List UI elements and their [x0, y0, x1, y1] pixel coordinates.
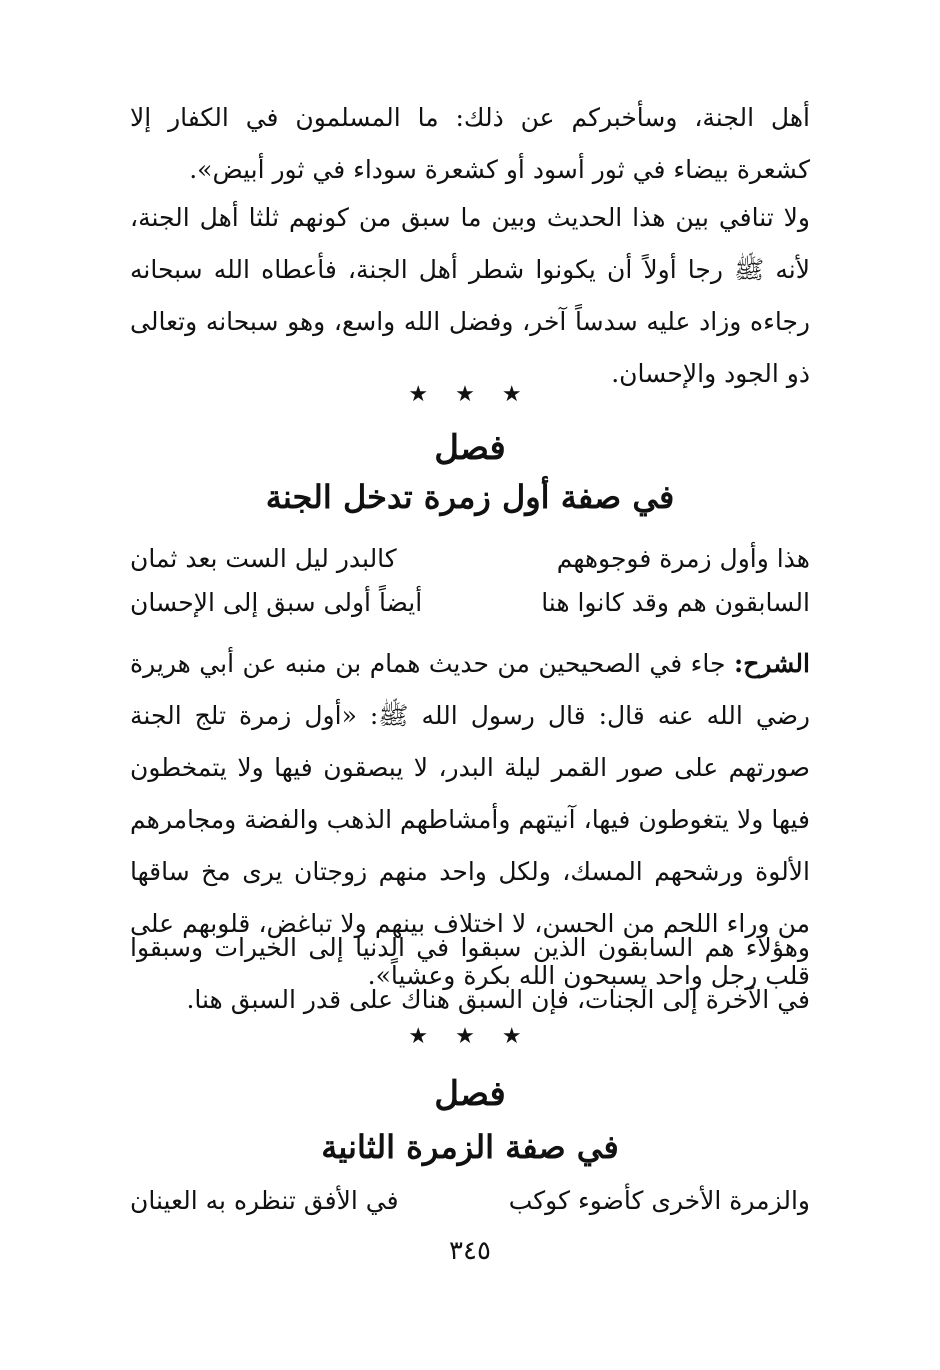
closing-paragraph: وهؤلاء هم السابقون الذين سبقوا في الدنيا إلى الخيرات وسبقوا في الآخرة إلى الجنات، فإن السبق هناك على قدر السبق هنا. [130, 933, 810, 1014]
section-subtitle: في صفة الزمرة الثانية [321, 1128, 619, 1166]
verse-line [130, 588, 810, 632]
paragraph-intro: أهل الجنة، وسأخبركم عن ذلك: ما المسلمون في الكفار إلا كشعرة بيضاء في ثور أسود أو كشعرة سوداء في ثور أبيض». [130, 103, 810, 184]
verse-first-hemistich: السابقون هم وقد كانوا هنا [541, 588, 810, 617]
verse-line [130, 544, 810, 588]
verse-second-hemistich: أيضاً أولى سبق إلى الإحسان [130, 588, 423, 617]
section-separator: ★ ★ ★ [408, 1024, 532, 1049]
paragraph-explanation: ولا تنافي بين هذا الحديث وبين ما سبق من كونهم ثلثا أهل الجنة، لأنه ﷺ رجا أولاً أن يكونوا شطر أهل الجنة، فأعطاه الله سبحانه رجاءه وزاد عليه سدساً آخر، وفضل الله واسع، وهو سبحانه وتعالى ذو الجود والإحسان. [130, 203, 810, 388]
verse-first-hemistich: هذا وأول زمرة فوجوههم [556, 544, 810, 573]
verse-first-hemistich: والزمرة الأخرى كأضوء كوكب [508, 1186, 810, 1215]
section-title: فصل [434, 1074, 506, 1114]
verse-line [130, 1186, 810, 1230]
commentary-label: الشرح: [733, 649, 810, 678]
section-subtitle: في صفة أول زمرة تدخل الجنة [265, 478, 675, 516]
verse-second-hemistich: في الأفق تنظره به العينان [130, 1186, 399, 1215]
page-number: ٣٤٥ [449, 1236, 491, 1266]
section-title: فصل [434, 428, 506, 468]
verse-second-hemistich: كالبدر ليل الست بعد ثمان [130, 544, 397, 573]
section-separator: ★ ★ ★ [408, 382, 532, 407]
commentary-text: جاء في الصحيحين من حديث همام بن منبه عن أبي هريرة رضي الله عنه قال: قال رسول الله ﷺ: «أول زمرة تلج الجنة صورتهم على صور القمر ليلة البدر، لا يبصقون فيها ولا يتمخطون فيها ولا يتغوطون فيها، آنيتهم وأمشاطهم الذهب والفضة ومجامرهم الألوة ورشحهم المسك، ولكل واحد منهم زوجتان يرى مخ ساقها من وراء اللحم من الحسن، لا اختلاف بينهم ولا تباغض، قلوبهم على قلب رجل واحد يسبحون الله بكرة وعشياً». [130, 649, 810, 990]
